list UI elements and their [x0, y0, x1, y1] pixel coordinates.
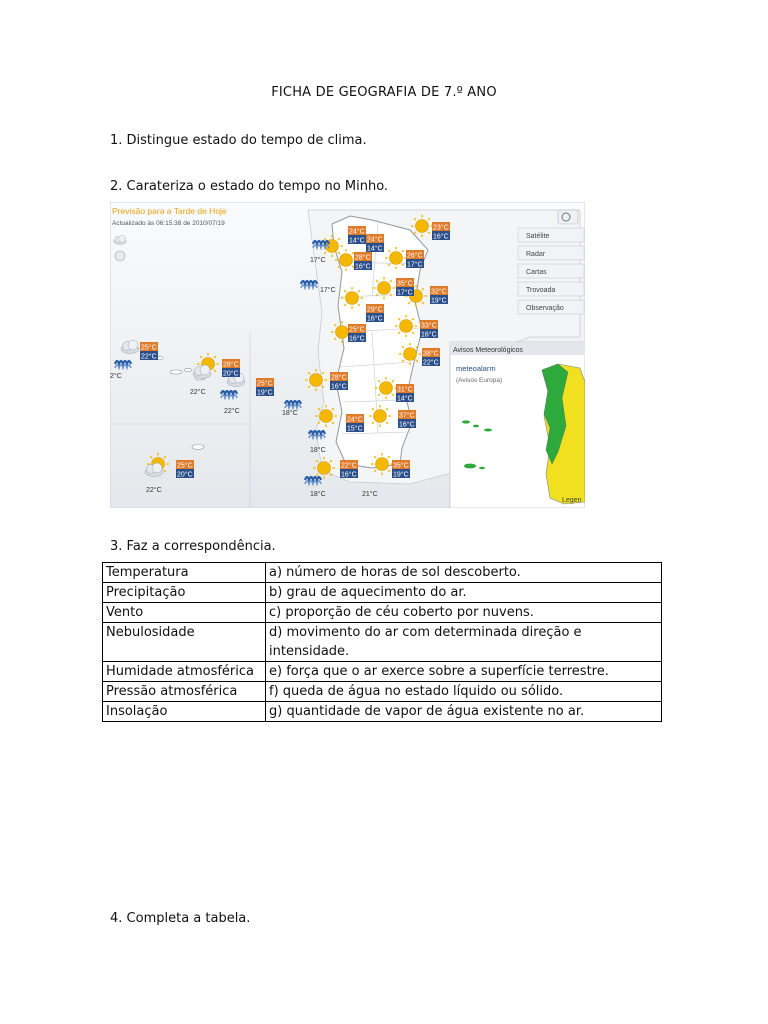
table-row	[103, 603, 662, 623]
svg-text:24°C: 24°C	[347, 416, 363, 424]
temp-box	[366, 234, 384, 253]
svg-text:35°C: 35°C	[397, 280, 413, 288]
definition-cell: e) força que o ar exerce sobre a superfície terrestre.	[266, 662, 662, 682]
legend-label[interactable]: Legen	[562, 497, 582, 504]
svg-text:22°C: 22°C	[341, 462, 357, 470]
term-cell: Vento	[103, 603, 266, 623]
term-cell: Insolação	[103, 702, 266, 722]
temp-box	[432, 222, 450, 241]
svg-text:17°C: 17°C	[397, 289, 413, 297]
meteoalarm-logo: meteoalarm	[456, 364, 496, 373]
table-row	[103, 583, 662, 603]
temp-box	[422, 348, 440, 367]
meteoalarm-subtitle: (Avisos Europa)	[456, 377, 503, 384]
svg-text:24°C: 24°C	[367, 236, 383, 244]
svg-text:37°C: 37°C	[399, 412, 415, 420]
svg-text:20°C: 20°C	[177, 471, 193, 479]
svg-text:28°C: 28°C	[331, 374, 347, 382]
forecast-updated: Actualizado às 06:15:38 de 2010/07/19	[112, 220, 225, 227]
temp-box	[396, 384, 414, 403]
svg-text:20°C: 20°C	[223, 370, 239, 378]
svg-text:26°C: 26°C	[407, 252, 423, 260]
sea-temp: 2°C	[110, 373, 122, 380]
sea-temp: 18°C	[310, 491, 326, 498]
table-row	[103, 563, 662, 583]
svg-text:16°C: 16°C	[433, 233, 449, 241]
menu-cartas[interactable]: Cartas	[526, 269, 547, 276]
svg-text:19°C: 19°C	[257, 389, 273, 397]
temp-box	[396, 278, 414, 297]
table-row	[103, 682, 662, 702]
svg-text:16°C: 16°C	[349, 335, 365, 343]
temp-box	[348, 226, 366, 245]
question-1: 1. Distingue estado do tempo de clima.	[110, 133, 367, 148]
definition-cell: c) proporção de céu coberto por nuvens.	[266, 603, 662, 623]
menu-satelite[interactable]: Satélite	[526, 233, 550, 240]
sea-temp: 18°C	[282, 410, 298, 417]
sea-temp: 17°C	[320, 287, 336, 294]
table-row	[103, 702, 662, 722]
svg-text:23°C: 23°C	[433, 224, 449, 232]
svg-text:28°C: 28°C	[223, 361, 239, 369]
svg-text:22°C: 22°C	[423, 359, 439, 367]
warnings-title: Avisos Meteorológicos	[453, 347, 523, 354]
temp-box	[346, 414, 364, 433]
svg-text:14°C: 14°C	[367, 245, 383, 253]
svg-text:14°C: 14°C	[397, 395, 413, 403]
definition-cell: a) número de horas de sol descoberto.	[266, 563, 662, 583]
term-cell: Humidade atmosférica	[103, 662, 266, 682]
table-row	[103, 623, 662, 662]
warnings-panel	[450, 342, 585, 508]
madeira-island	[192, 445, 204, 450]
svg-text:33°C: 33°C	[421, 322, 437, 330]
term-cell: Pressão atmosférica	[103, 682, 266, 702]
question-2: 2. Carateriza o estado do tempo no Minho.	[110, 179, 389, 194]
menu-trovoada[interactable]: Trovoada	[526, 287, 556, 294]
definition-cell: d) movimento do ar com determinada direção e intensidade.	[266, 623, 662, 662]
temp-box	[430, 286, 448, 305]
settings-icon[interactable]	[115, 251, 125, 261]
temp-box	[340, 460, 358, 479]
svg-text:16°C: 16°C	[341, 471, 357, 479]
question-3: 3. Faz a correspondência.	[110, 539, 276, 554]
svg-text:31°C: 31°C	[397, 386, 413, 394]
temp-box	[222, 359, 240, 378]
sea-temp: 18°C	[310, 447, 326, 454]
sea-temp: 21°C	[362, 491, 378, 498]
temp-box	[420, 320, 438, 339]
temp-box	[354, 252, 372, 271]
forecast-header: Previsão para a Tarde de Hoje	[112, 206, 227, 216]
weather-forecast-map	[110, 202, 585, 508]
definition-cell: g) quantidade de vapor de água existente no ar.	[266, 702, 662, 722]
temp-box	[176, 460, 194, 479]
sea-temp: 22°C	[190, 389, 206, 396]
svg-text:32°C: 32°C	[431, 288, 447, 296]
temp-box	[406, 250, 424, 269]
temp-box	[330, 372, 348, 391]
definition-cell: f) queda de água no estado líquido ou sólido.	[266, 682, 662, 702]
svg-text:25°C: 25°C	[257, 380, 273, 388]
term-cell: Precipitação	[103, 583, 266, 603]
svg-text:17°C: 17°C	[407, 261, 423, 269]
svg-text:22°C: 22°C	[141, 353, 157, 361]
temp-box	[392, 460, 410, 479]
svg-text:19°C: 19°C	[393, 471, 409, 479]
temp-box	[256, 378, 274, 397]
svg-text:16°C: 16°C	[421, 331, 437, 339]
svg-text:16°C: 16°C	[355, 263, 371, 271]
svg-text:38°C: 38°C	[423, 350, 439, 358]
svg-text:35°C: 35°C	[393, 462, 409, 470]
temp-box	[366, 304, 384, 323]
svg-text:29°C: 29°C	[367, 306, 383, 314]
svg-text:28°C: 28°C	[355, 254, 371, 262]
svg-text:14°C: 14°C	[349, 237, 365, 245]
svg-text:24°C: 24°C	[349, 228, 365, 236]
svg-text:25°C: 25°C	[177, 462, 193, 470]
question-4: 4. Completa a tabela.	[110, 911, 251, 926]
temp-box	[348, 324, 366, 343]
matching-table	[102, 562, 662, 722]
temp-box	[398, 410, 416, 429]
temp-box	[140, 342, 158, 361]
sea-temp: 22°C	[224, 408, 240, 415]
svg-text:16°C: 16°C	[399, 421, 415, 429]
sea-temp: 22°C	[146, 487, 162, 494]
svg-text:25°C: 25°C	[141, 344, 157, 352]
definition-cell: b) grau de aquecimento do ar.	[266, 583, 662, 603]
page-title: FICHA DE GEOGRAFIA DE 7.º ANO	[271, 85, 497, 100]
menu-observacao[interactable]: Observação	[526, 305, 564, 312]
menu-radar[interactable]: Radar	[526, 251, 546, 258]
table-row	[103, 662, 662, 682]
svg-text:16°C: 16°C	[367, 315, 383, 323]
sea-temp: 17°C	[310, 257, 326, 264]
term-cell: Temperatura	[103, 563, 266, 583]
zoom-control[interactable]	[558, 210, 578, 224]
term-cell: Nebulosidade	[103, 623, 266, 662]
svg-text:15°C: 15°C	[347, 425, 363, 433]
svg-text:25°C: 25°C	[349, 326, 365, 334]
svg-text:19°C: 19°C	[431, 297, 447, 305]
svg-text:16°C: 16°C	[331, 383, 347, 391]
